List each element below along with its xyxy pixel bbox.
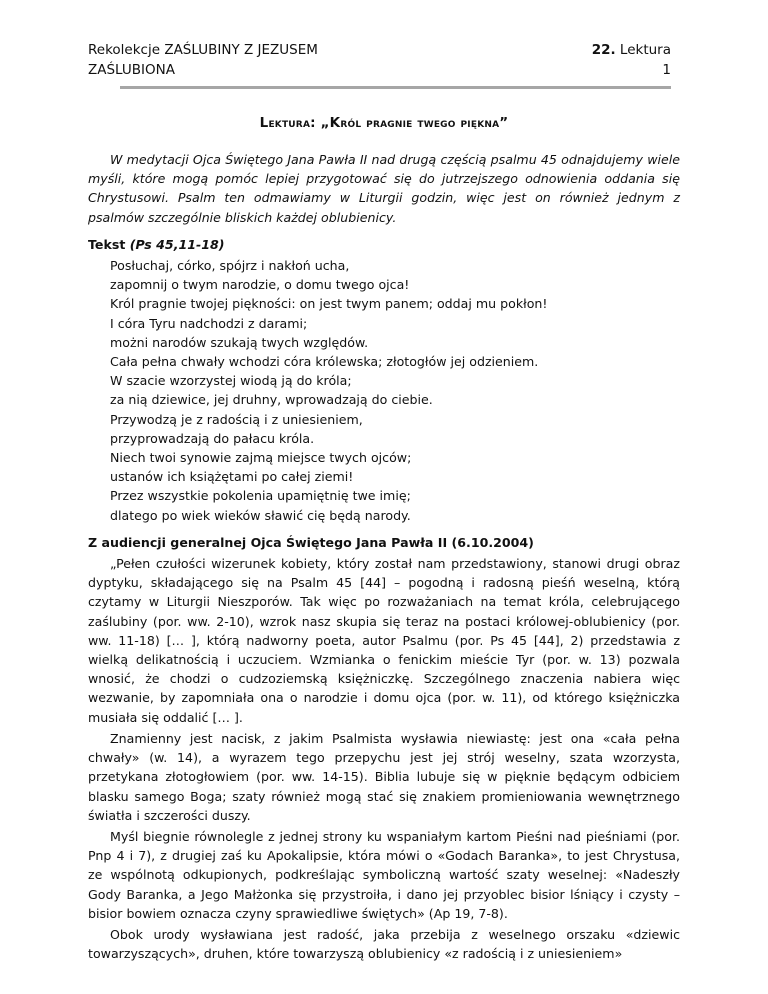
header-divider (120, 86, 671, 89)
psalm-line: zapomnij o twym narodzie, o domu twego ojca! (110, 277, 410, 293)
psalm-line: Przywodzą je z radością i z uniesieniem, (110, 411, 363, 427)
psalm-text (110, 256, 680, 525)
psalm-line: Posłuchaj, córko, spójrz i nakłoń ucha, (110, 258, 350, 274)
page-header (88, 40, 671, 82)
psalm-line: Król pragnie twojej piękności: on jest twym panem; oddaj mu pokłon! (110, 296, 548, 312)
text-heading-label: Tekst (88, 236, 126, 252)
psalm-line: za nią dziewice, jej druhny, wprowadzają do ciebie. (110, 392, 433, 408)
header-left (88, 40, 318, 80)
psalm-reference: (Ps 45,11-18) (129, 236, 225, 252)
audience-paragraph: Myśl biegnie równolegle z jednej strony ku wspaniałym kartom Pieśni nad pieśniami (por. Pnp 4 i 7), z drugiej zaś ku Apokalipsie, która mówi o «Godach Baranka», to jest Chrystusa, ze wspólnotą odkupionych, podkreślając symboliczną wartość szaty weselnej: «Nadeszły Gody Baranka, a Jego Małżonka się przystroiła, i dano jej przyoblec bisior lśniący i czysty – bisior bowiem oznacza czyny sprawiedliwe świętych» (Ap 19, 7-8). (88, 828, 680, 921)
psalm-line: przyprowadzają do pałacu króla. (110, 430, 315, 446)
psalm-line: ustanów ich książętami po całej ziemi! (110, 469, 354, 485)
header-lecture-label (592, 40, 671, 60)
audience-paragraph: Znamienny jest nacisk, z jakim Psalmista wysławia niewiastę: jest ona «cała pełna chwały» (w. 14), a wyrazem tego przepychu jest jej strój weselny, szata wzorzysta, przetykana złotogłowiem (por. ww. 14-15). Biblia lubuje się w pięknie będącym odbiciem blasku samego Boga; szaty również mogą stać się znakiem promieniowania wewnętrznego światła i szczerości duszy. (88, 730, 680, 823)
header-right (592, 40, 671, 80)
psalm-line: Przez wszystkie pokolenia upamiętnię twe imię; (110, 488, 411, 504)
intro-paragraph: W medytacji Ojca Świętego Jana Pawła II nad drugą częścią psalmu 45 odnajdujemy wiele myśli, które mogą pomóc lepiej przygotować się do jutrzejszego odnowienia oddania się Chrystusowi. Psalm ten odmawiamy w Liturgii godzin, więc jest on również jednym z psalmów szczególnie bliskich każdej oblubienicy. (88, 152, 680, 225)
psalm-line: W szacie wzorzystej wiodą ją do króla; (110, 373, 352, 389)
text-section-heading (88, 235, 680, 254)
psalm-line: I córa Tyru nadchodzi z darami; (110, 315, 308, 331)
document-body (88, 150, 680, 965)
page-title: Lektura: „Król pragnie twego piękna” (259, 115, 509, 131)
lecture-number: 22. (591, 42, 616, 58)
audience-paragraph: Obok urody wysławiana jest radość, jaka przebija z weselnego orszaku «dziewic towarzyszących», druhen, które towarzyszą oblubienicy «z radością i z uniesieniem» (88, 926, 680, 962)
psalm-line: dlatego po wiek wieków sławić cię będą narody. (110, 507, 411, 523)
page-number: 1 (662, 62, 671, 78)
audience-paragraph: „Pełen czułości wizerunek kobiety, który został nam przedstawiony, stanowi drugi obraz dyptyku, składającego się na Psalm 45 [44] – pogodną i radosną pieśń weselną, którą czytamy w Liturgii Nieszporów. Tak więc po rozważaniach na temat króla, celebrującego zaślubiny (por. ww. 2-10), wzrok nasz skupia się teraz na postaci królowej-oblubienicy (por. ww. 11-18) [… ], którą nadworny poeta, autor Psalmu (por. Ps 45 [44], 2) przedstawia z wielką delikatnością i uczuciem. Wzmianka o fenickim mieście Tyr (por. w. 13) pozwala wnosić, że chodzi o cudzoziemską księżniczkę. Szczególnego znaczenia nabiera więc wezwanie, by zapomniała ona o narodzie i domu ojca (por. w. 11), od którego księżniczka musiała się oddalić [… ]. (88, 556, 680, 725)
audience-section-heading: Z audiencji generalnej Ojca Świętego Jana Pawła II (6.10.2004) (88, 534, 534, 550)
psalm-line: Cała pełna chwały wchodzi córa królewska; złotogłów jej odzieniem. (110, 354, 539, 370)
psalm-line: Niech twoi synowie zajmą miejsce twych ojców; (110, 450, 412, 466)
header-retreat-title: Rekolekcje ZAŚLUBINY Z JEZUSEM (88, 42, 318, 58)
lecture-word: Lektura (615, 42, 671, 58)
psalm-line: możni narodów szukają twych względów. (110, 334, 369, 350)
header-subtitle: ZAŚLUBIONA (88, 62, 175, 78)
